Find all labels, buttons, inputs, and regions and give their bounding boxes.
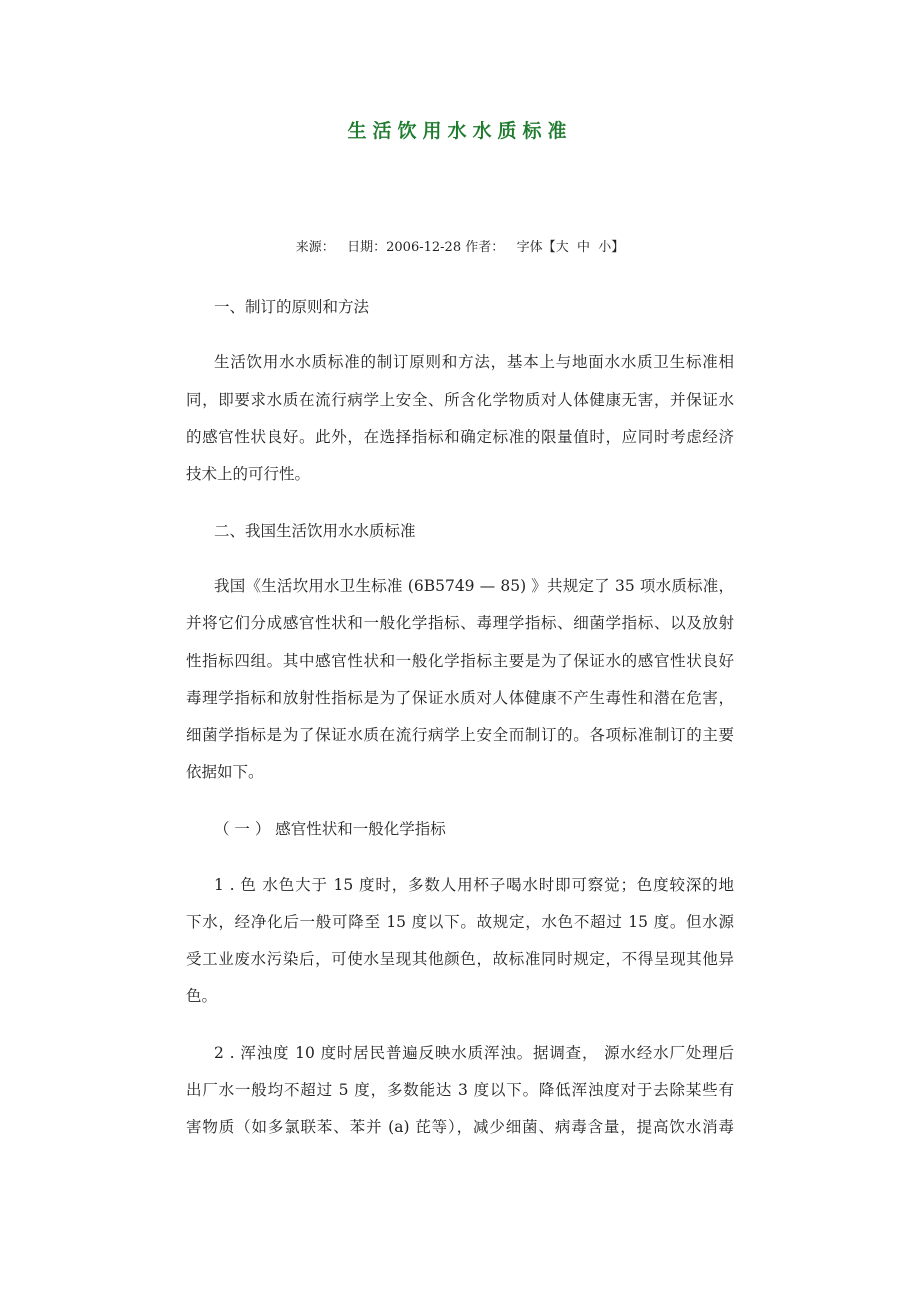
paragraph-line: 我国《生活坎用水卫生标准 (6B5749 — 85) 》共规定了 35 项水质标准， — [214, 577, 734, 595]
font-size-large-link[interactable]: 大 — [555, 240, 569, 255]
paragraph-line: 生活饮用水水质标准的制订原则和方法，基本上与地面水水质卫生标准相 — [214, 353, 734, 371]
paragraph-line: 技术上的可行性。 — [186, 465, 311, 483]
source-label: 来源： — [295, 240, 335, 255]
paragraph-line: 并将它们分成感官性状和一般化学指标、毒理学指标、细菌学指标、以及放射 — [186, 614, 734, 632]
font-size-label: 字体 — [516, 240, 543, 255]
author-label: 作者： — [465, 240, 505, 255]
section-heading-principles: 一、制订的原则和方法 — [214, 298, 370, 316]
paragraph-line: 色。 — [186, 987, 218, 1005]
paragraph-line: 2 . 浑浊度 10 度时居民普遍反映水质浑浊。据调查， 源水经水厂处理后 — [214, 1044, 734, 1062]
article-meta — [0, 236, 920, 255]
date-value: 2006-12-28 — [386, 240, 462, 255]
section-heading-national-standard: 二、我国生活饮用水水质标准 — [214, 522, 416, 540]
paragraph-line: 毒理学指标和放射性指标是为了保证水质对人体健康不产生毒性和潜在危害， — [186, 689, 734, 707]
paragraph-line: 下水，经净化后一般可降至 15 度以下。故规定，水色不超过 15 度。但水源 — [186, 913, 734, 931]
paragraph-line: 1 . 色 水色大于 15 度时，多数人用杯子喝水时即可察觉；色度较深的地 — [214, 876, 734, 894]
paragraph-line: 性指标四组。其中感官性状和一般化学指标主要是为了保证水的感官性状良好 — [186, 652, 734, 670]
document-title: 生活饮用水水质标准 — [347, 120, 573, 142]
paragraph-line: 细菌学指标是为了保证水质在流行病学上安全而制订的。各项标准制订的主要 — [186, 726, 734, 744]
paragraph-line: 的感官性状良好。此外，在选择指标和确定标准的限量值时，应同时考虑经济 — [186, 428, 734, 446]
paragraph-line: 受工业废水污染后，可使水呈现其他颜色，故标准同时规定，不得呈现其他异 — [186, 950, 734, 968]
subsection-heading-sensory: （ 一 ） 感官性状和一般化学指标 — [214, 820, 446, 838]
paragraph-line: 同，即要求水质在流行病学上安全、所含化学物质对人体健康无害，并保证水 — [186, 391, 734, 409]
bracket-open: 【 — [542, 240, 556, 255]
date-label: 日期： — [347, 240, 387, 255]
font-size-small-link[interactable]: 小 — [598, 240, 612, 255]
paragraph-line: 依据如下。 — [186, 763, 264, 781]
paragraph-line: 出厂水一般均不超过 5 度，多数能达 3 度以下。降低浑浊度对于去除某些有 — [186, 1081, 734, 1099]
bracket-close: 】 — [611, 240, 625, 255]
font-size-medium-link[interactable]: 中 — [576, 240, 590, 255]
paragraph-line: 害物质（如多氯联苯、苯并 (a) 芘等），减少细菌、病毒含量，提高饮水消毒 — [186, 1118, 734, 1136]
